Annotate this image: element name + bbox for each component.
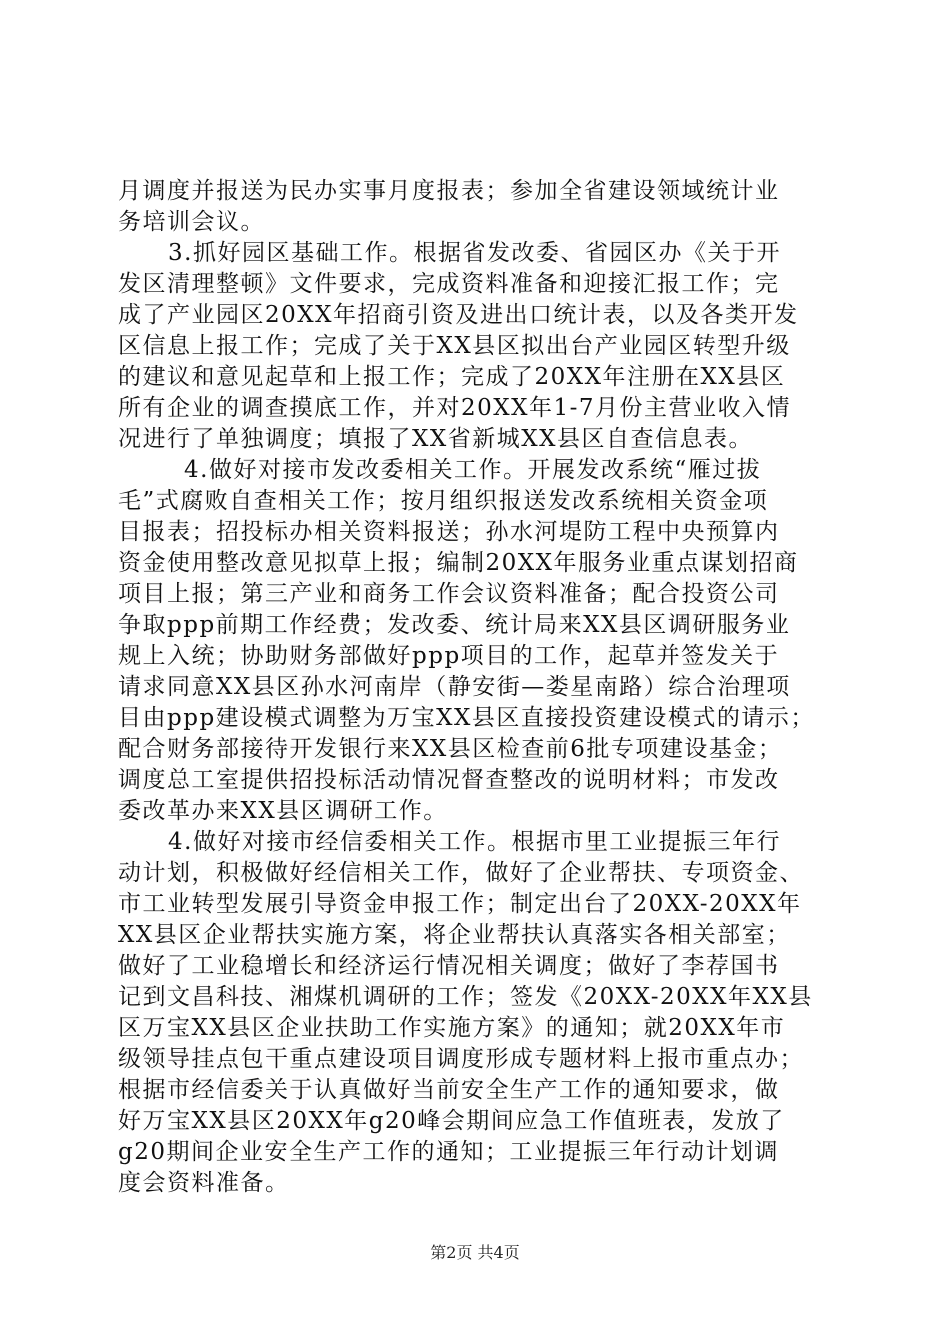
text-line: 级领导挂点包干重点建设项目调度形成专题材料上报市重点办； xyxy=(118,1046,804,1072)
page-number-label: 第2页 共4页 xyxy=(430,1243,520,1262)
text-line: 所有企业的调查摸底工作，并对20XX年1-7月份主营业收入情 xyxy=(118,395,792,421)
page-footer xyxy=(0,1243,950,1263)
body-text xyxy=(118,176,848,1199)
text-line: 项目上报；第三产业和商务工作会议资料准备；配合投资公司 xyxy=(118,581,780,607)
paragraph-first-line: 4.做好对接市发改委相关工作。开展发改系统“雁过拔 xyxy=(184,457,762,483)
paragraph-first-line: 4.做好对接市经信委相关工作。根据市里工业提振三年行 xyxy=(168,829,781,855)
text-line: 月调度并报送为民办实事月度报表；参加全省建设领域统计业 xyxy=(118,178,780,204)
text-line: 毛”式腐败自查相关工作；按月组织报送发改系统相关资金项 xyxy=(118,488,769,514)
text-line: 况进行了单独调度；填报了XX省新城XX县区自查信息表。 xyxy=(118,426,753,452)
text-line: 区信息上报工作；完成了关于XX县区拟出台产业园区转型升级 xyxy=(118,333,791,359)
text-line: 发区清理整顿》文件要求，完成资料准备和迎接汇报工作；完 xyxy=(118,271,780,297)
text-line: 规上入统；协助财务部做好ppp项目的工作，起草并签发关于 xyxy=(118,643,780,669)
text-line: 调度总工室提供招投标活动情况督查整改的说明材料；市发改 xyxy=(118,767,780,793)
text-line: 做好了工业稳增长和经济运行情况相关调度；做好了李荐国书 xyxy=(118,953,780,979)
text-line: 记到文昌科技、湘煤机调研的工作；签发《20XX-20XX年XX县 xyxy=(118,984,813,1010)
text-line: 配合财务部接待开发银行来XX县区检查前6批专项建设基金； xyxy=(118,736,783,762)
text-line: g20期间企业安全生产工作的通知；工业提振三年行动计划调 xyxy=(118,1139,779,1165)
text-line: 请求同意XX县区孙水河南岸（静安街—娄星南路）综合治理项 xyxy=(118,674,791,700)
text-line: XX县区企业帮扶实施方案，将企业帮扶认真落实各相关部室； xyxy=(118,922,791,948)
text-line: 区万宝XX县区企业扶助工作实施方案》的通知；就20XX年市 xyxy=(118,1015,786,1041)
text-line: 成了产业园区20XX年招商引资及进出口统计表，以及各类开发 xyxy=(118,302,799,328)
text-line: 目由ppp建设模式调整为万宝XX县区直接投资建设模式的请示； xyxy=(118,705,815,731)
text-line: 根据市经信委关于认真做好当前安全生产工作的通知要求，做 xyxy=(118,1077,780,1103)
text-line: 市工业转型发展引导资金申报工作；制定出台了20XX-20XX年 xyxy=(118,891,802,917)
text-line: 动计划，积极做好经信相关工作，做好了企业帮扶、专项资金、 xyxy=(118,860,804,886)
paragraph-first-line: 3.抓好园区基础工作。根据省发改委、省园区办《关于开 xyxy=(168,240,781,266)
text-line: 委改革办来XX县区调研工作。 xyxy=(118,798,448,824)
text-line: 目报表；招投标办相关资料报送；孙水河堤防工程中央预算内 xyxy=(118,519,780,545)
text-line: 度会资料准备。 xyxy=(118,1170,290,1196)
text-line: 资金使用整改意见拟草上报；编制20XX年服务业重点谋划招商 xyxy=(118,550,799,576)
text-line: 争取ppp前期工作经费；发改委、统计局来XX县区调研服务业 xyxy=(118,612,791,638)
text-line: 务培训会议。 xyxy=(118,209,265,235)
text-line: 的建议和意见起草和上报工作；完成了20XX年注册在XX县区 xyxy=(118,364,786,390)
text-line: 好万宝XX县区20XX年g20峰会期间应急工作值班表，发放了 xyxy=(118,1108,785,1134)
